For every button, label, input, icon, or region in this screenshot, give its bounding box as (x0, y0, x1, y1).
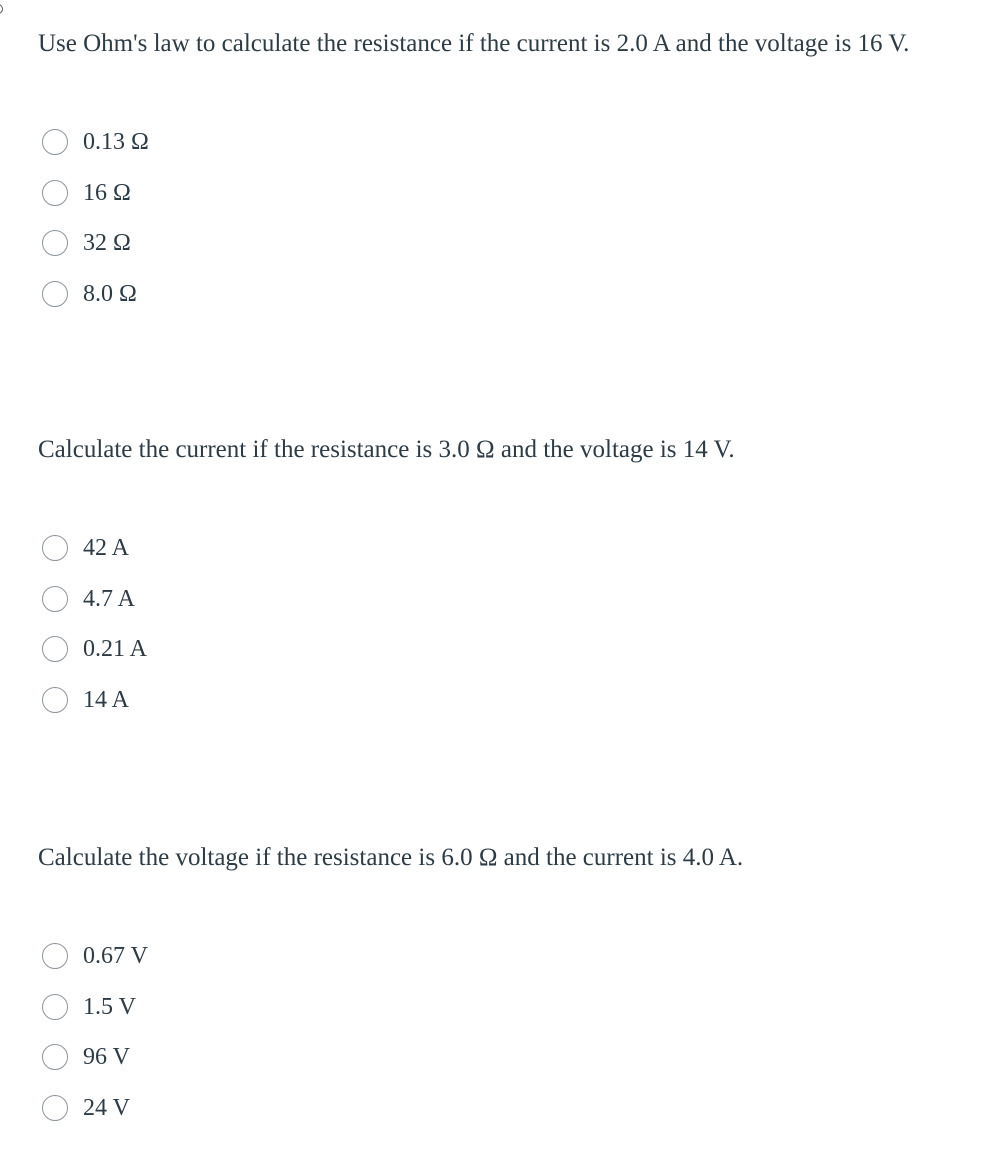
option-label: 14 A (83, 686, 130, 713)
option-label: 32 Ω (83, 230, 131, 257)
question-2 (38, 434, 998, 713)
question-1-text: Use Ohm's law to calculate the resistance if the current is 2.0 A and the voltage is 16 V. (38, 30, 910, 57)
option-label: 16 Ω (83, 179, 131, 206)
question-3-option-1[interactable] (42, 931, 148, 982)
question-3 (38, 842, 998, 1121)
option-label: 42 A (83, 535, 130, 562)
radio-button-icon[interactable] (42, 636, 68, 662)
radio-button-icon[interactable] (42, 230, 68, 256)
option-label: 0.13 Ω (83, 129, 149, 156)
radio-button-icon[interactable] (42, 281, 68, 307)
option-label: 4.7 A (83, 585, 136, 612)
radio-button-icon[interactable] (42, 943, 68, 969)
radio-button-icon[interactable] (42, 1044, 68, 1070)
radio-button-icon[interactable] (42, 586, 68, 612)
option-label: 0.21 A (83, 636, 148, 663)
question-1-option-4[interactable] (42, 269, 149, 320)
question-1-option-1[interactable] (42, 117, 149, 168)
radio-button-icon[interactable] (42, 180, 68, 206)
question-1-option-3[interactable] (42, 218, 149, 269)
question-2-option-1[interactable] (42, 523, 147, 574)
option-label: 0.67 V (83, 943, 148, 970)
radio-button-icon[interactable] (42, 129, 68, 155)
radio-button-icon[interactable] (42, 535, 68, 561)
radio-button-icon[interactable] (42, 687, 68, 713)
question-1-option-2[interactable] (42, 168, 149, 219)
question-3-option-3[interactable] (42, 1032, 148, 1083)
question-2-text: Calculate the current if the resistance is 3.0 Ω and the voltage is 14 V. (38, 436, 735, 463)
question-3-option-2[interactable] (42, 982, 148, 1033)
question-2-option-4[interactable] (42, 675, 147, 726)
radio-button-icon[interactable] (42, 1095, 68, 1121)
question-1 (38, 28, 998, 307)
question-2-options (42, 523, 147, 725)
partial-radio-icon (0, 4, 3, 14)
option-label: 8.0 Ω (83, 280, 137, 307)
question-2-option-2[interactable] (42, 574, 147, 625)
option-label: 24 V (83, 1094, 130, 1121)
radio-button-icon[interactable] (42, 994, 68, 1020)
option-label: 1.5 V (83, 993, 136, 1020)
question-2-option-3[interactable] (42, 624, 147, 675)
option-label: 96 V (83, 1044, 130, 1071)
question-3-options (42, 931, 148, 1133)
question-1-options (42, 117, 149, 319)
question-3-text: Calculate the voltage if the resistance is 6.0 Ω and the current is 4.0 A. (38, 844, 744, 871)
question-3-option-4[interactable] (42, 1083, 148, 1134)
